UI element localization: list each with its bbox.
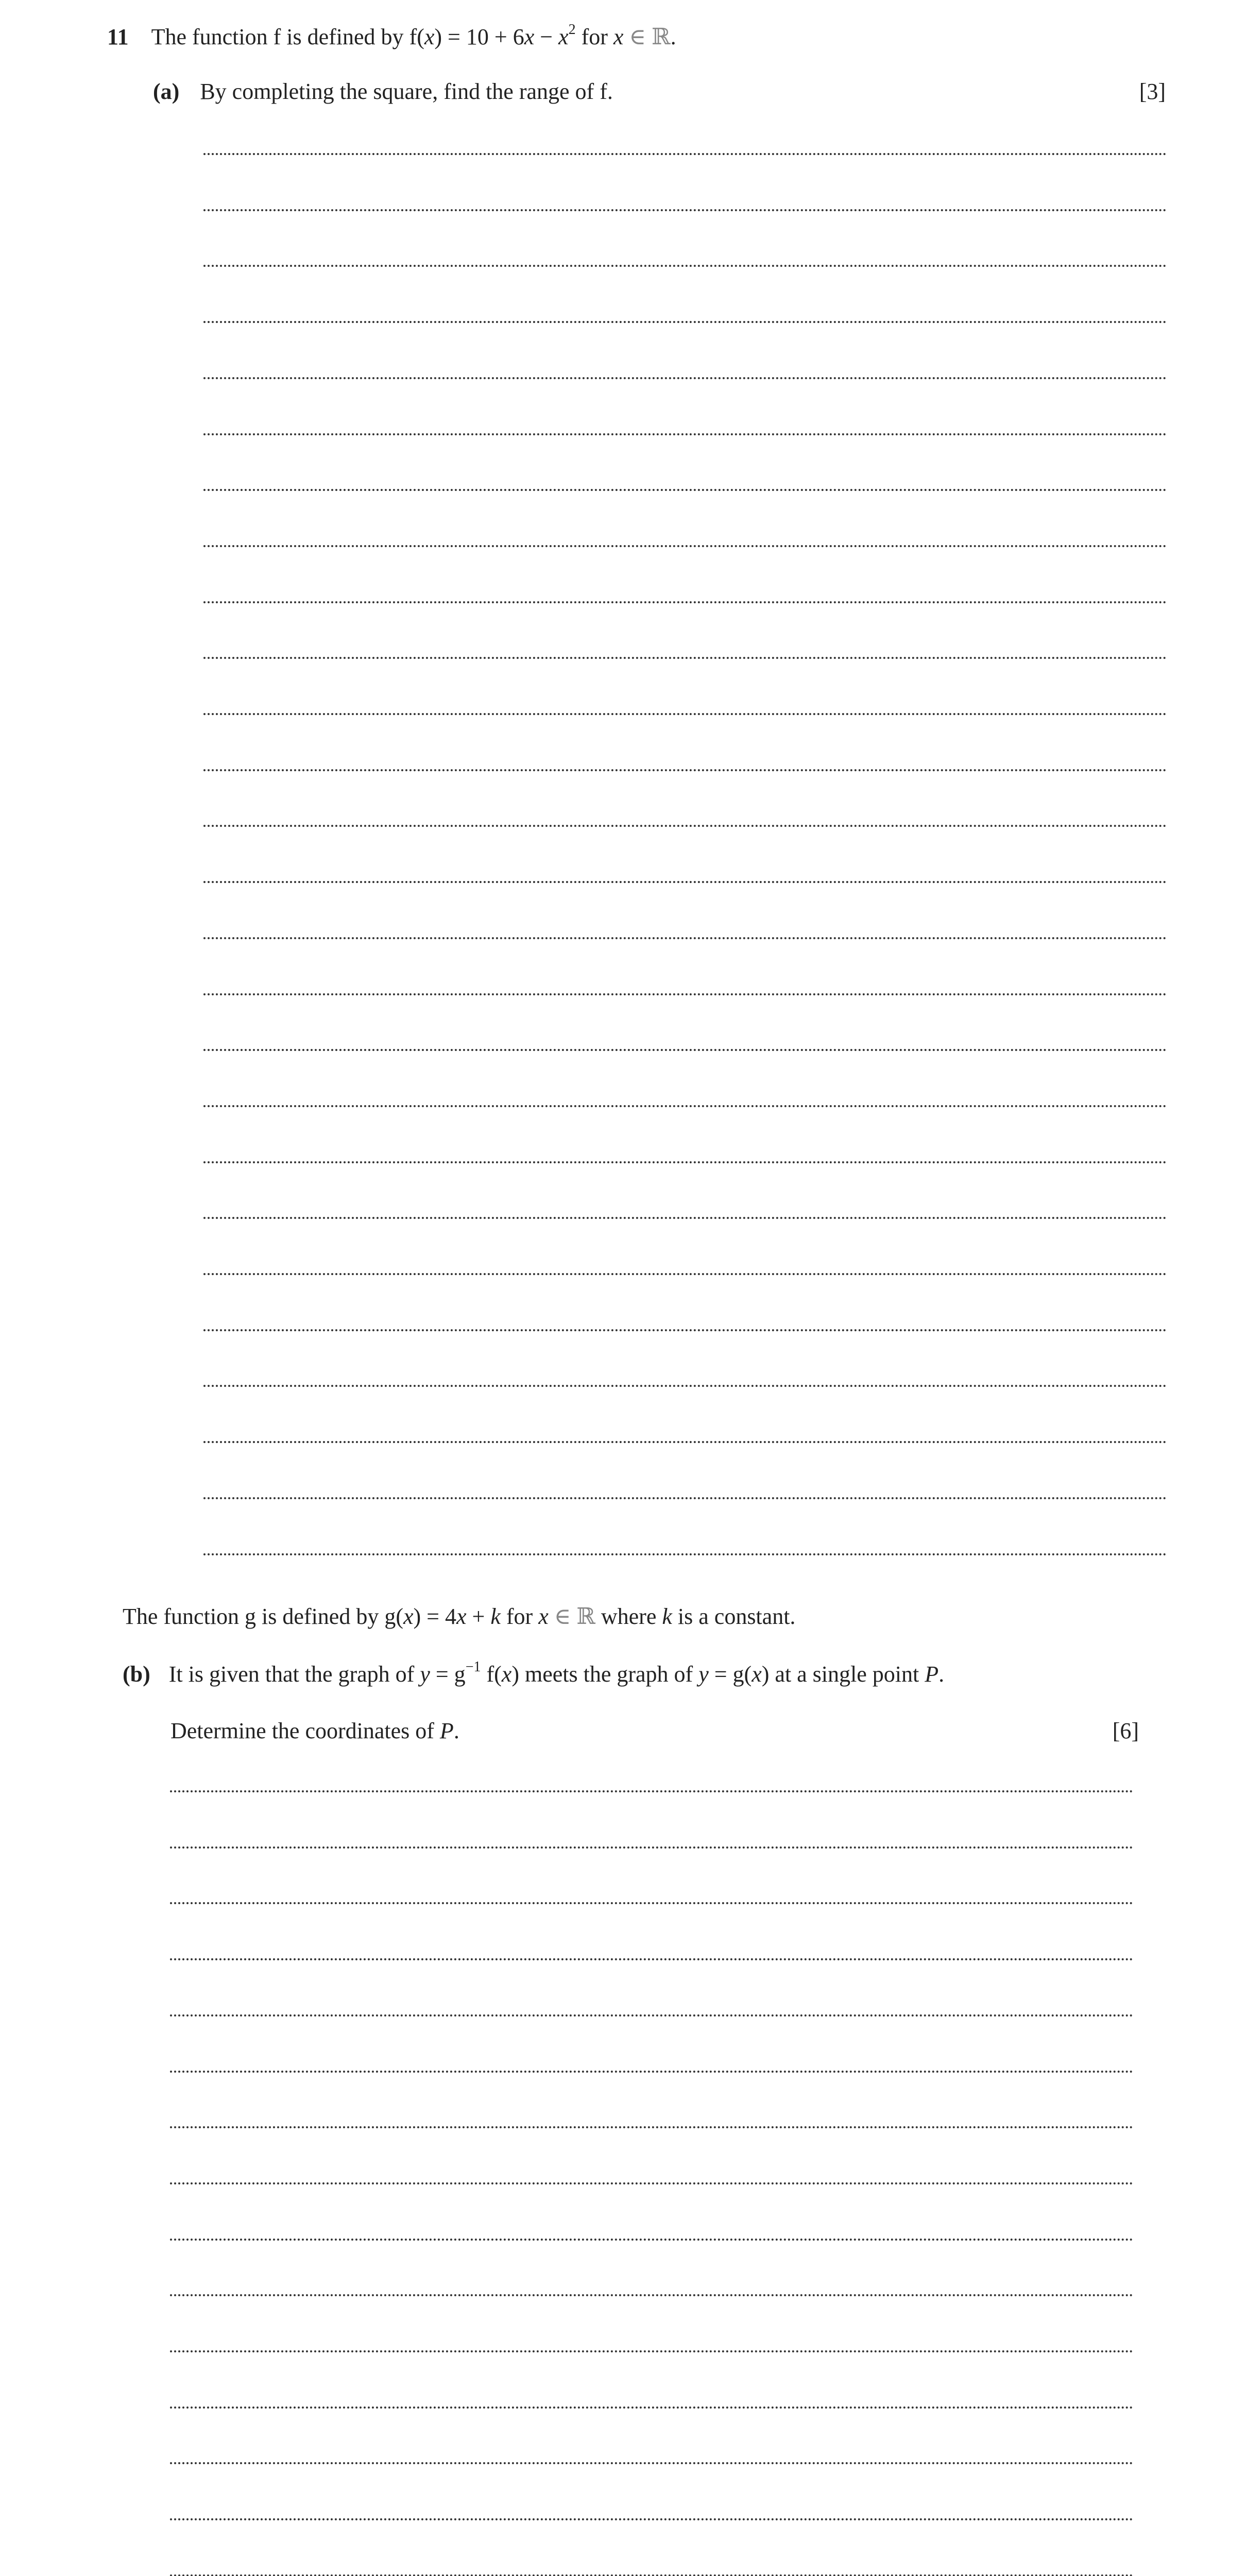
- answer-line[interactable]: [203, 265, 1167, 267]
- part-b-instruction: Determine the coordinates of P.: [170, 1718, 459, 1743]
- answer-line[interactable]: [203, 1329, 1167, 1331]
- answer-line[interactable]: [203, 1385, 1167, 1387]
- answer-line[interactable]: [170, 2294, 1133, 2296]
- answer-line[interactable]: [170, 2239, 1133, 2241]
- answer-line[interactable]: [203, 1273, 1167, 1275]
- answer-line[interactable]: [170, 2350, 1133, 2352]
- answer-line[interactable]: [203, 1553, 1167, 1555]
- answer-line[interactable]: [170, 2462, 1133, 2464]
- answer-line[interactable]: [170, 2518, 1133, 2520]
- answer-line[interactable]: [203, 769, 1167, 771]
- answer-line[interactable]: [203, 1441, 1167, 1443]
- answer-line[interactable]: [170, 2126, 1133, 2128]
- part-b-prompt: (b) It is given that the graph of $y = g^{-1}$ f(x) meets the graph of y = g(x) at a single point P.: [123, 1659, 945, 1687]
- g-definition: The function g is defined by g(x) = 4x + k for x ∈ ℝ where k is a constant.: [123, 1604, 796, 1629]
- part-b-label: (b): [123, 1662, 150, 1687]
- answer-line[interactable]: [203, 321, 1167, 323]
- part-a-prompt: (a) By completing the square, find the range of f.: [153, 79, 613, 104]
- answer-line[interactable]: [203, 433, 1167, 435]
- answer-line[interactable]: [203, 1217, 1167, 1219]
- answer-line[interactable]: [170, 1846, 1133, 1849]
- answer-line[interactable]: [170, 1958, 1133, 1960]
- answer-line[interactable]: [170, 2406, 1133, 2409]
- answer-line[interactable]: [203, 1161, 1167, 1163]
- question-header: 11 The function f is defined by $f(x) = 10 + 6x - x^2$ for x ∈ ℝ.: [107, 22, 676, 49]
- answer-line[interactable]: [203, 377, 1167, 379]
- answer-line[interactable]: [203, 825, 1167, 827]
- answer-line[interactable]: [170, 1902, 1133, 1904]
- answer-line[interactable]: [170, 2014, 1133, 2016]
- answer-line[interactable]: [203, 993, 1167, 995]
- answer-line[interactable]: [203, 713, 1167, 715]
- part-a-marks: [3]: [1139, 79, 1166, 104]
- answer-line[interactable]: [203, 1105, 1167, 1107]
- part-b-marks: [6]: [1112, 1718, 1139, 1743]
- question-number: 11: [107, 24, 129, 49]
- answer-line[interactable]: [170, 2182, 1133, 2184]
- answer-line[interactable]: [203, 1497, 1167, 1499]
- answer-line[interactable]: [203, 209, 1167, 211]
- question-intro: The function f is defined by: [151, 24, 409, 49]
- answer-line[interactable]: [170, 1790, 1133, 1792]
- answer-line[interactable]: [170, 2071, 1133, 2073]
- answer-line[interactable]: [203, 153, 1167, 155]
- answer-line[interactable]: [203, 881, 1167, 883]
- answer-line[interactable]: [203, 545, 1167, 547]
- answer-line[interactable]: [203, 1049, 1167, 1051]
- answer-line[interactable]: [203, 601, 1167, 603]
- reals-symbol: ℝ: [652, 24, 671, 49]
- answer-line[interactable]: [203, 489, 1167, 491]
- answer-line[interactable]: [203, 657, 1167, 659]
- part-a-label: (a): [153, 79, 180, 104]
- answer-line[interactable]: [203, 937, 1167, 939]
